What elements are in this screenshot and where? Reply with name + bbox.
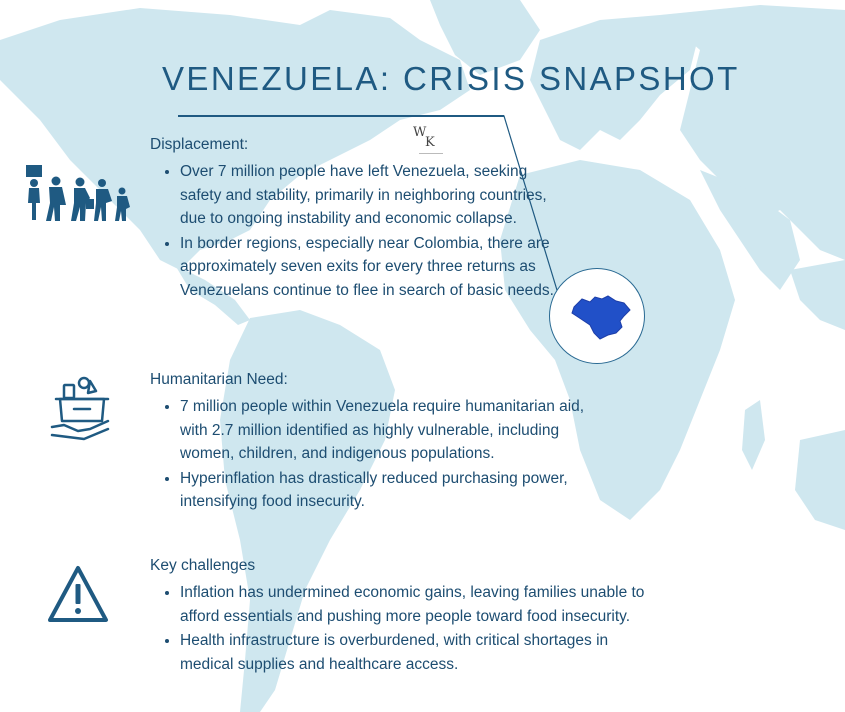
- logo-letter-w: W: [413, 125, 427, 140]
- section-heading-humanitarian-need: Humanitarian Need:: [150, 371, 288, 388]
- list-item: • Inflation has undermined economic gains, leaving families unable to afford essentials and pushing more people toward food insecurity.: [180, 581, 660, 628]
- aid-box-hand-icon: [50, 375, 112, 441]
- section-heading-key-challenges: Key challenges: [150, 557, 256, 574]
- warning-triangle-icon: [46, 564, 110, 624]
- venezuela-country-icon: [550, 269, 644, 363]
- list-item: • Health infrastructure is overburdened, with critical shortages in medical supplies and healthcare access.: [180, 629, 660, 676]
- wk-logo: [408, 125, 448, 157]
- list-item: • 7 million people within Venezuela require humanitarian aid, with 2.7 million identified as highly vulnerable, including women, children, and indigenous populations.: [180, 395, 600, 466]
- humanitarian-bullet-list: [160, 395, 600, 515]
- logo-letter-k: K: [425, 135, 435, 150]
- list-item: • In border regions, especially near Colombia, there are approximately seven exits for every three returns as Venezuelans continue to flee in search of basic needs.: [180, 232, 555, 303]
- venezuela-map-circle: [549, 268, 645, 364]
- section-heading-displacement: Displacement:: [150, 136, 249, 153]
- key-challenges-bullet-list: [160, 581, 660, 677]
- title-underline: [178, 115, 504, 117]
- displacement-bullet-list: [160, 160, 555, 303]
- page-title: VENEZUELA: CRISIS SNAPSHOT: [162, 60, 740, 97]
- migrating-people-icon: [22, 163, 137, 223]
- list-item: • Over 7 million people have left Venezuela, seeking safety and stability, primarily in neighboring countries, due to ongoing instability and economic collapse.: [180, 160, 555, 231]
- list-item: • Hyperinflation has drastically reduced purchasing power, intensifying food insecurity.: [180, 467, 600, 514]
